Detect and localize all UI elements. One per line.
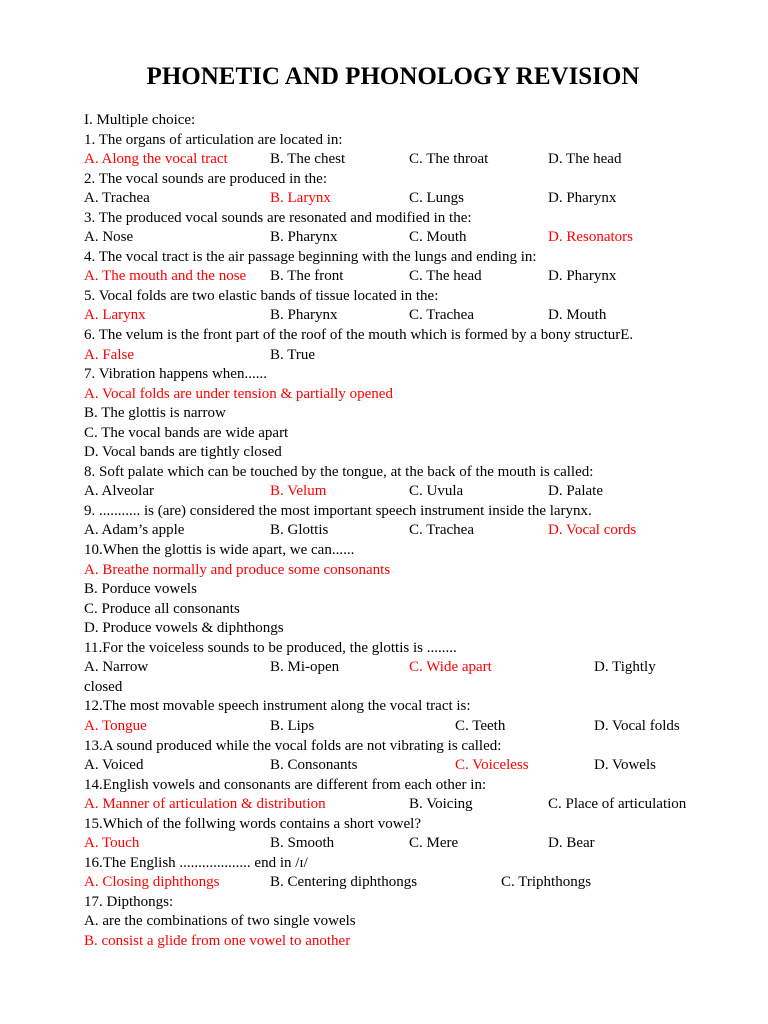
question-text: 17. Dipthongs:: [84, 893, 174, 910]
option: D. Pharynx: [548, 190, 617, 207]
options-row: [84, 717, 724, 737]
options-row: [84, 150, 724, 170]
option: B. Pharynx: [270, 229, 338, 246]
question-text: 14.English vowels and consonants are different from each other in:: [84, 776, 487, 793]
section-heading: I. Multiple choice:: [84, 112, 196, 128]
option: D. Produce vowels & diphthongs: [84, 620, 284, 637]
option: B. Lips: [270, 717, 315, 734]
option: D. Pharynx: [548, 268, 617, 285]
option: B. Mi-open: [270, 659, 340, 676]
answer-option: A. Larynx: [84, 307, 146, 324]
option: B. Centering diphthongs: [270, 874, 418, 891]
answer-option: A. Vocal folds are under tension & partially opened: [84, 385, 393, 402]
question-text: 5. Vocal folds are two elastic bands of tissue located in the:: [84, 287, 439, 304]
options-row: [84, 834, 724, 854]
option: A. Narrow: [84, 659, 149, 676]
option: C. Lungs: [409, 190, 465, 207]
option: B. Pharynx: [270, 307, 338, 324]
option: C. Uvula: [409, 483, 464, 500]
option: A. Voiced: [84, 757, 144, 774]
question-text: 12.The most movable speech instrument along the vocal tract is:: [84, 698, 471, 715]
question-text: 6. The velum is the front part of the roof of the mouth which is formed by a bony structurE.: [84, 327, 634, 344]
option: D. Palate: [548, 483, 603, 500]
answer-option: A. Along the vocal tract: [84, 151, 228, 168]
question-text: 11.For the voiceless sounds to be produced, the glottis is ........: [84, 639, 457, 656]
options-row: [84, 482, 724, 502]
option: C. Trachea: [409, 307, 474, 324]
option: D. Vocal bands are tightly closed: [84, 444, 282, 461]
answer-option: B. Velum: [270, 483, 327, 500]
question-list: [84, 111, 724, 952]
option: A. Nose: [84, 229, 134, 246]
option: B. The chest: [270, 151, 346, 168]
option-continuation: closed: [84, 678, 123, 695]
option: B. Voicing: [409, 796, 473, 813]
answer-option: D. Vocal cords: [548, 522, 637, 539]
answer-option: A. Touch: [84, 835, 140, 852]
option: B. Smooth: [270, 835, 335, 852]
option: B. Consonants: [270, 757, 358, 774]
answer-option: A. Breathe normally and produce some consonants: [84, 561, 391, 578]
question-text: 1. The organs of articulation are located in:: [84, 131, 343, 148]
option: A. Adam’s apple: [84, 522, 185, 539]
option: D. Vocal folds: [594, 717, 680, 734]
option: D. Tightly: [594, 659, 656, 676]
question-text: 13.A sound produced while the vocal folds are not vibrating is called:: [84, 737, 502, 754]
question-text: 9. ........... is (are) considered the most important speech instrument inside the larynx.: [84, 502, 592, 519]
option: C. The vocal bands are wide apart: [84, 424, 289, 441]
question-text: 3. The produced vocal sounds are resonated and modified in the:: [84, 209, 472, 226]
options-row: [84, 267, 724, 287]
options-row: [84, 346, 724, 366]
answer-option: A. Tongue: [84, 717, 147, 734]
option: C. Mouth: [409, 229, 467, 246]
question-text: 4. The vocal tract is the air passage beginning with the lungs and ending in:: [84, 248, 537, 265]
option: C. Teeth: [455, 717, 506, 734]
question-text: 15.Which of the follwing words contains a short vowel?: [84, 815, 422, 832]
option: D. Bear: [548, 835, 595, 852]
answer-option: A. Manner of articulation & distribution: [84, 796, 326, 813]
option: D. The head: [548, 151, 622, 168]
answer-option: C. Wide apart: [409, 659, 492, 676]
options-row: [84, 189, 724, 209]
options-row: [84, 795, 724, 815]
option: C. Trachea: [409, 522, 474, 539]
option: A. Alveolar: [84, 483, 154, 500]
option: A. Trachea: [84, 190, 150, 207]
option: D. Mouth: [548, 307, 607, 324]
options-row: [84, 756, 724, 776]
option: B. Porduce vowels: [84, 581, 197, 598]
option: B. The front: [270, 268, 344, 285]
option: D. Vowels: [594, 757, 656, 774]
options-row: [84, 306, 724, 326]
question-text: 16.The English ................... end in /ɪ/: [84, 854, 308, 871]
answer-option: B. consist a glide from one vowel to another: [84, 932, 351, 949]
option: C. The head: [409, 268, 482, 285]
answer-option: D. Resonators: [548, 229, 633, 246]
answer-option: A. False: [84, 346, 134, 363]
option: C. Produce all consonants: [84, 600, 240, 617]
answer-option: A. The mouth and the nose: [84, 268, 247, 285]
answer-option: C. Voiceless: [455, 757, 529, 774]
options-row: [84, 228, 724, 248]
option: B. True: [270, 346, 316, 363]
option: C. Triphthongs: [501, 874, 592, 891]
options-row: [84, 521, 724, 541]
options-row: [84, 873, 724, 893]
option: B. The glottis is narrow: [84, 405, 226, 422]
answer-option: A. Closing diphthongs: [84, 874, 220, 891]
question-text: 7. Vibration happens when......: [84, 366, 267, 383]
question-text: 8. Soft palate which can be touched by the tongue, at the back of the mouth is called:: [84, 463, 594, 480]
option: C. The throat: [409, 151, 489, 168]
options-row: [84, 658, 724, 678]
document-title: PHONETIC AND PHONOLOGY REVISION: [146, 63, 640, 90]
option: C. Place of articulation: [548, 796, 687, 813]
option: C. Mere: [409, 835, 459, 852]
option: B. Glottis: [270, 522, 329, 539]
option: A. are the combinations of two single vowels: [84, 913, 356, 930]
question-text: 2. The vocal sounds are produced in the:: [84, 170, 327, 187]
answer-option: B. Larynx: [270, 190, 331, 207]
question-text: 10.When the glottis is wide apart, we can......: [84, 542, 355, 559]
